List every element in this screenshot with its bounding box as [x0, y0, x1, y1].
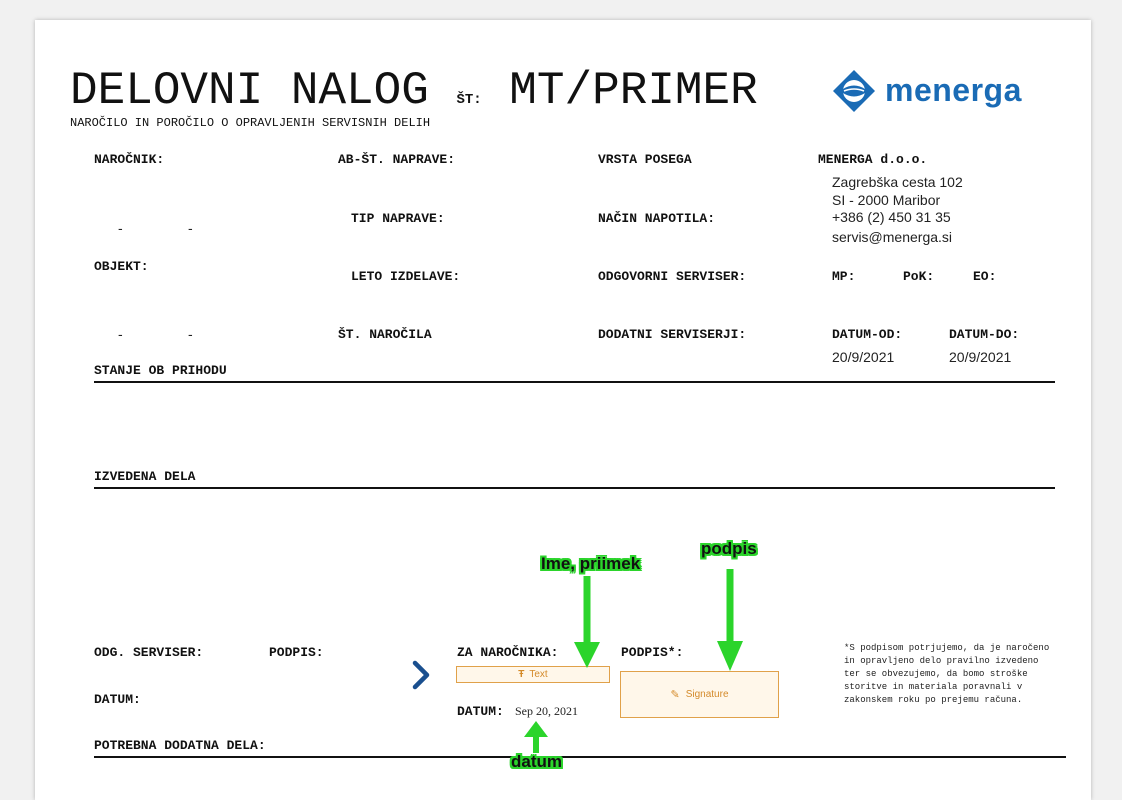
label-leto-izdelave: LETO IZDELAVE: — [351, 269, 461, 284]
logo-text: menerga — [885, 72, 1022, 108]
document-subtitle: NAROČILO IN POROČILO O OPRAVLJENIH SERVISNIH DELIH — [70, 116, 431, 130]
arrow-down-icon — [571, 572, 603, 672]
signature-field[interactable] — [620, 671, 779, 718]
label-mp: MP: — [832, 269, 856, 284]
label-podpis: PODPIS: — [269, 645, 324, 660]
label-narocnik: NAROČNIK: — [94, 152, 165, 167]
pen-icon: ✎ — [670, 689, 680, 701]
label-tip-naprave: TIP NAPRAVE: — [351, 211, 445, 226]
label-st-narocila: ŠT. NAROČILA — [338, 327, 432, 342]
chevron-right-icon[interactable] — [411, 660, 431, 690]
note-line: in opravljeno delo pravilno izvedeno — [844, 656, 1039, 666]
label-datum-od: DATUM-OD: — [832, 327, 903, 342]
note-line: zakonskem roku po prejemu računa. — [844, 695, 1023, 705]
objekt-dash-1: - — [118, 326, 123, 342]
section-izvedena-dela: IZVEDENA DELA — [94, 469, 196, 484]
note-line: ter se obvezujemo, da bomo stroške — [844, 669, 1028, 679]
label-odgovorni-serviser: ODGOVORNI SERVISER: — [598, 269, 747, 284]
signature-placeholder: Signature — [685, 689, 729, 700]
datum-do-value: 20/9/2021 — [949, 349, 1012, 365]
note-line: storitve in materiala poravnali v — [844, 682, 1023, 692]
section-stanje-ob-prihodu: STANJE OB PRIHODU — [94, 363, 227, 378]
label-pok: PoK: — [903, 269, 935, 284]
label-dodatni-serviserji: DODATNI SERVISERJI: — [598, 327, 747, 342]
label-datum-do: DATUM-DO: — [949, 327, 1020, 342]
text-field-placeholder: Text — [529, 669, 548, 680]
narocnik-dash-1: - — [118, 220, 123, 236]
label-objekt: OBJEKT: — [94, 259, 149, 274]
label-datum: DATUM: — [94, 692, 141, 707]
datum-narocnik-value: Sep 20, 2021 — [515, 704, 578, 718]
company-street: Zagrebška cesta 102 — [832, 174, 963, 190]
company-phone: +386 (2) 450 31 35 — [832, 209, 951, 225]
document-page — [35, 20, 1091, 800]
st-label: ŠT: — [456, 92, 482, 108]
label-eo: EO: — [973, 269, 997, 284]
menerga-logo — [831, 68, 1027, 114]
label-datum-narocnik: DATUM: — [457, 704, 504, 719]
label-ab-st-naprave: AB-ŠT. NAPRAVE: — [338, 152, 456, 167]
annotation-podpis: podpis — [701, 539, 757, 558]
divider-stanje — [94, 381, 1055, 383]
signature-note — [844, 642, 1049, 707]
label-vrsta-posega: VRSTA POSEGA — [598, 152, 692, 167]
company-city: SI - 2000 Maribor — [832, 192, 941, 208]
label-odg-serviser: ODG. SERVISER: — [94, 645, 204, 660]
objekt-dash-2: - — [188, 326, 193, 342]
arrow-up-icon — [522, 719, 550, 755]
label-nacin-napotila: NAČIN NAPOTILA: — [598, 211, 716, 226]
company-name: MENERGA d.o.o. — [818, 152, 928, 167]
datum-od-value: 20/9/2021 — [832, 349, 895, 365]
annotation-datum: datum — [511, 752, 562, 771]
narocnik-dash-2: - — [188, 220, 193, 236]
divider-izvedena — [94, 487, 1055, 489]
company-email: servis@menerga.si — [832, 229, 953, 245]
label-za-narocnika: ZA NAROČNIKA: — [457, 645, 559, 660]
arrow-down-icon — [714, 565, 746, 675]
menerga-logo-icon — [831, 68, 877, 114]
section-potrebna-dodatna-dela: POTREBNA DODATNA DELA: — [94, 738, 266, 753]
note-line: *S podpisom potrjujemo, da je naročeno — [844, 643, 1050, 653]
divider-potrebna — [94, 756, 1066, 758]
order-number: MT/PRIMER — [509, 65, 758, 117]
title-text: DELOVNI NALOG — [70, 65, 429, 117]
label-podpis-required: PODPIS*: — [621, 645, 684, 660]
annotation-ime-priimek: Ime, priimek — [541, 554, 641, 573]
text-field-icon: Ŧ — [518, 669, 525, 680]
